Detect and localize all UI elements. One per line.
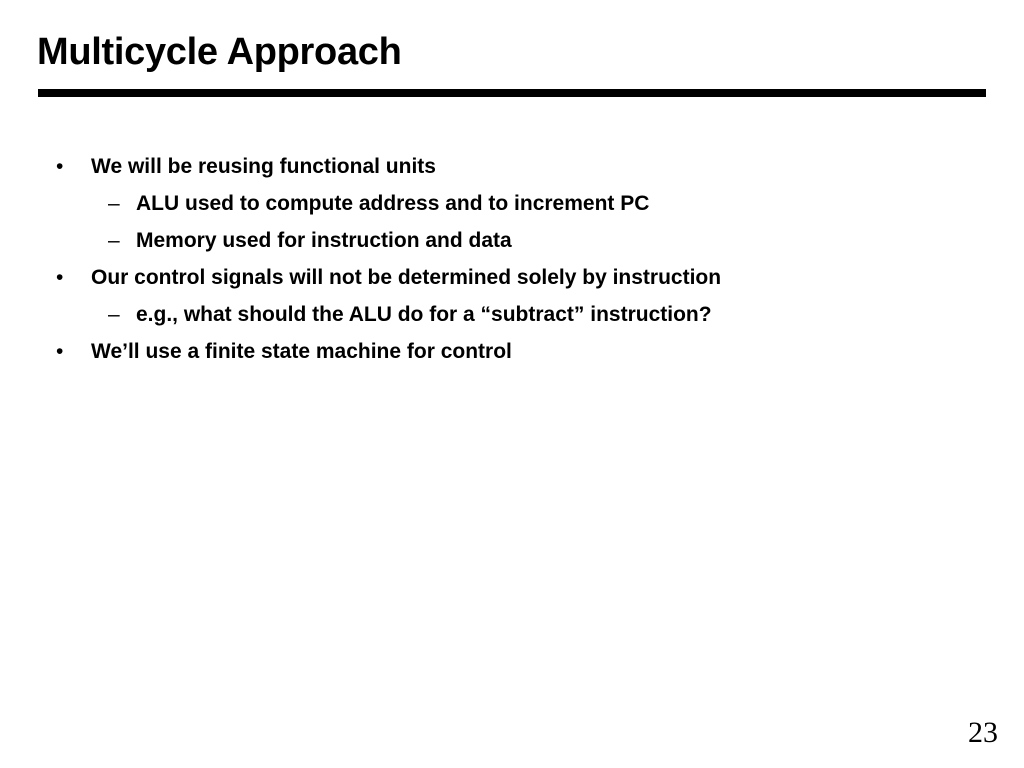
sub-bullet-text: ALU used to compute address and to increment PC bbox=[136, 192, 650, 215]
sub-bullet-text: e.g., what should the ALU do for a “subtract” instruction? bbox=[136, 303, 712, 326]
dash-marker: – bbox=[108, 192, 120, 215]
bullet-item bbox=[0, 259, 1024, 296]
sub-bullet-text: Memory used for instruction and data bbox=[136, 229, 512, 252]
dash-marker: – bbox=[108, 303, 120, 326]
bullet-list bbox=[0, 148, 1024, 370]
bullet-text: We’ll use a finite state machine for control bbox=[91, 340, 512, 363]
bullet-text: We will be reusing functional units bbox=[91, 155, 436, 178]
bullet-marker: • bbox=[56, 155, 64, 178]
bullet-marker: • bbox=[56, 266, 64, 289]
sub-bullet-item bbox=[0, 222, 1024, 259]
bullet-item bbox=[0, 148, 1024, 185]
sub-bullet-item bbox=[0, 296, 1024, 333]
slide-title: Multicycle Approach bbox=[37, 31, 402, 73]
bullet-marker: • bbox=[56, 340, 64, 363]
bullet-item bbox=[0, 333, 1024, 370]
bullet-text: Our control signals will not be determined solely by instruction bbox=[91, 266, 722, 289]
title-underline-rule bbox=[38, 89, 986, 97]
sub-bullet-item bbox=[0, 185, 1024, 222]
dash-marker: – bbox=[108, 229, 120, 252]
page-number: 23 bbox=[968, 716, 998, 749]
